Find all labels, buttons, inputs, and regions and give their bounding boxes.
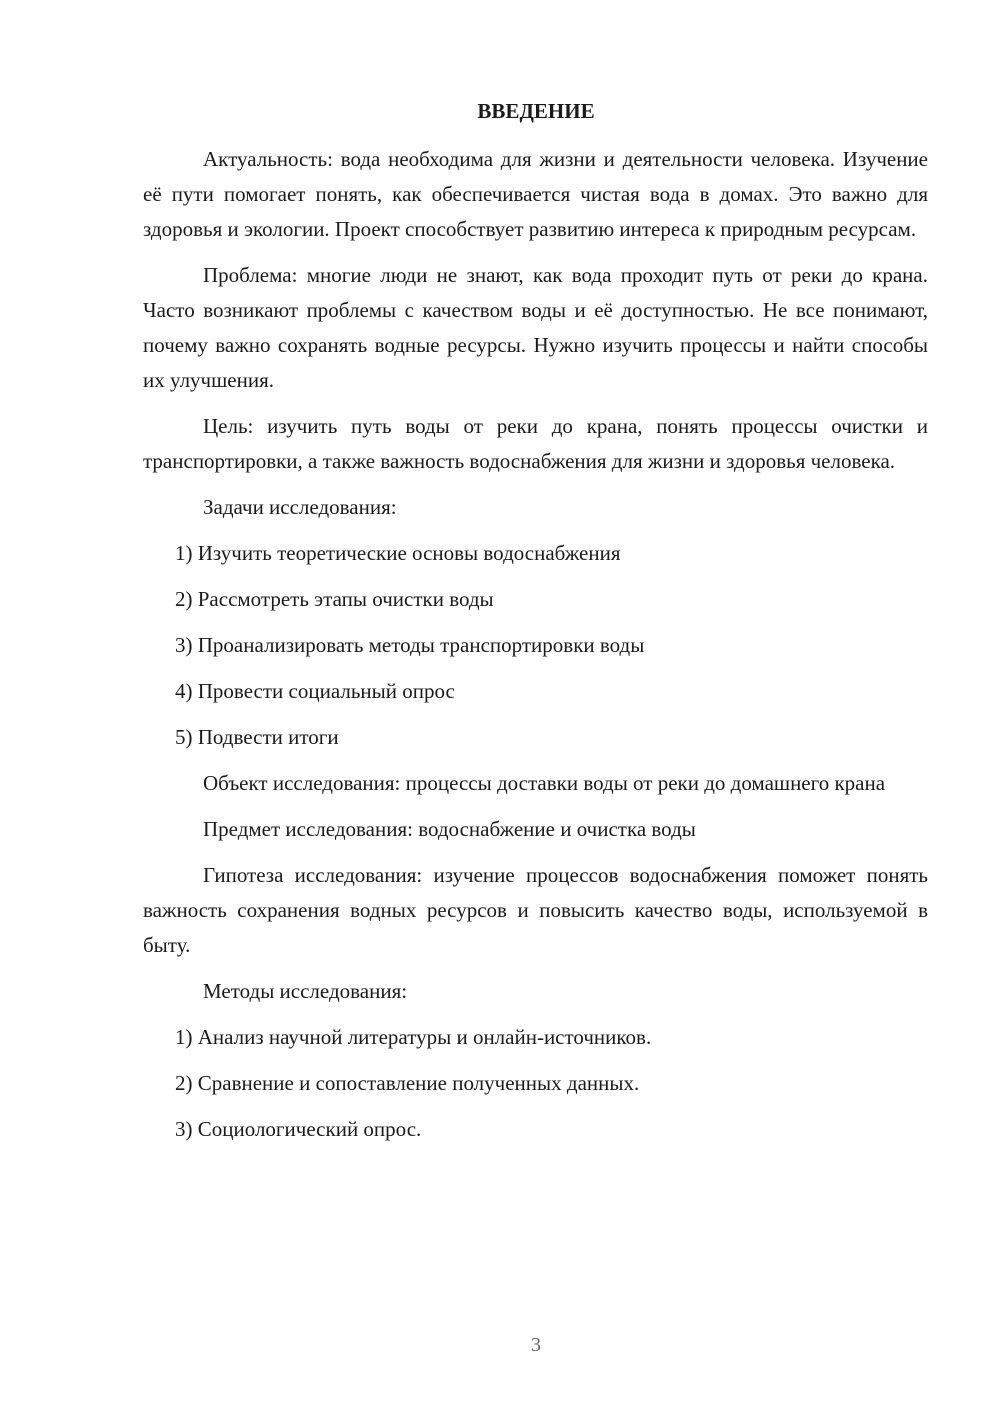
page-body xyxy=(143,142,928,1158)
problem-paragraph: Проблема: многие люди не знают, как вода проходит путь от реки до крана. Часто возникают проблемы с качеством воды и её доступностью. Не все понимают, почему важно сохранять водные ресурсы. Нужно изучить процессы и найти способы их улучшения. xyxy=(143,263,928,392)
goal-paragraph: Цель: изучить путь воды от реки до крана, понять процессы очистки и транспортировки, а также важность водоснабжения для жизни и здоровья человека. xyxy=(143,414,928,473)
hypothesis-paragraph: Гипотеза исследования: изучение процессов водоснабжения поможет понять важность сохранения водных ресурсов и повысить качество воды, используемой в быту. xyxy=(143,863,928,957)
task-item: 1) Изучить теоретические основы водоснабжения xyxy=(175,541,621,565)
method-item: 1) Анализ научной литературы и онлайн-источников. xyxy=(175,1025,652,1049)
method-item: 3) Социологический опрос. xyxy=(175,1117,422,1141)
task-item: 5) Подвести итоги xyxy=(175,725,339,749)
methods-heading: Методы исследования: xyxy=(203,979,408,1003)
relevance-paragraph: Актуальность: вода необходима для жизни и деятельности человека. Изучение её пути помогает понять, как обеспечивается чистая вода в домах. Это важно для здоровья и экологии. Проект способствует развитию интереса к природным ресурсам. xyxy=(143,147,928,241)
object-paragraph: Объект исследования: процессы доставки воды от реки до домашнего крана xyxy=(203,771,886,795)
section-title: ВВЕДЕНИЕ xyxy=(477,99,595,123)
subject-paragraph: Предмет исследования: водоснабжение и очистка воды xyxy=(203,817,696,841)
task-item: 2) Рассмотреть этапы очистки воды xyxy=(175,587,494,611)
task-item: 4) Провести социальный опрос xyxy=(175,679,455,703)
method-item: 2) Сравнение и сопоставление полученных данных. xyxy=(175,1071,640,1095)
page-number: 3 xyxy=(531,1334,541,1356)
task-item: 3) Проанализировать методы транспортировки воды xyxy=(175,633,645,657)
tasks-heading: Задачи исследования: xyxy=(203,495,397,519)
